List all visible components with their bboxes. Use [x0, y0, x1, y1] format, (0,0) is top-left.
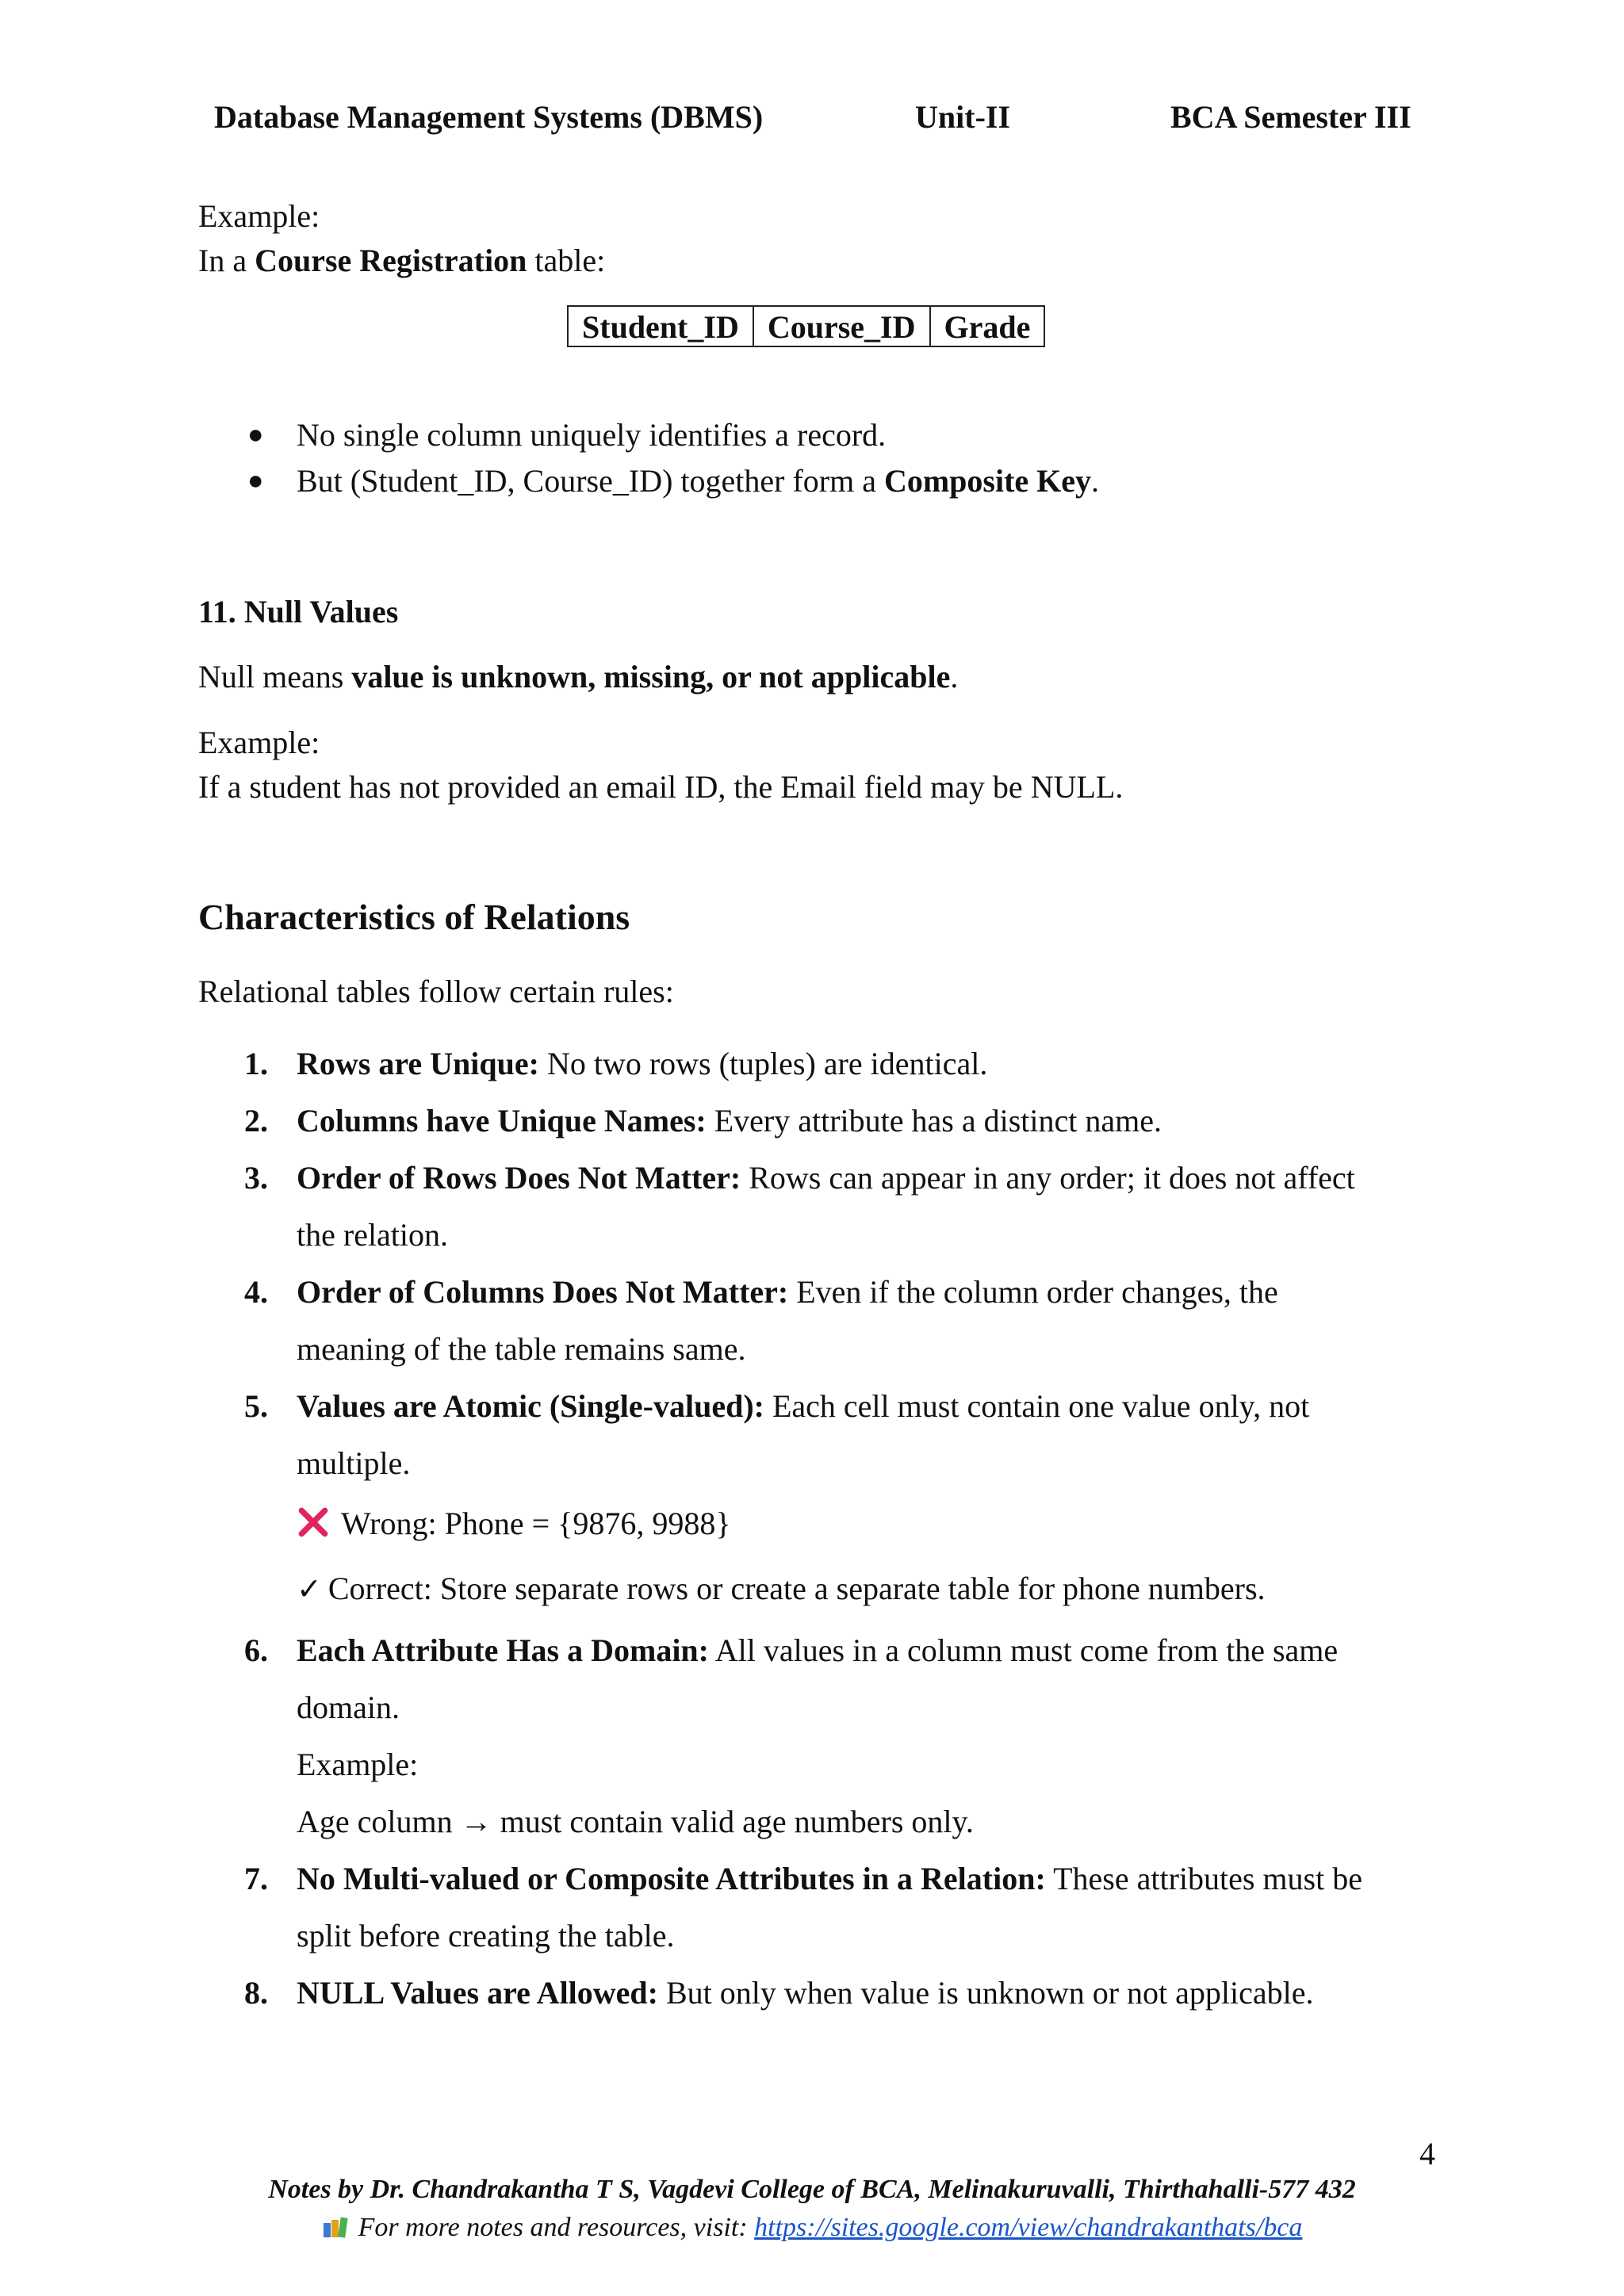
footer-resources: For more notes and resources, visit: https://sites.google.com/view/chandrakanthats/bca [0, 2213, 1624, 2243]
list-number: 4. [244, 1274, 268, 1310]
check-mark-icon: ✓ [297, 1571, 322, 1606]
list-number: 2. [244, 1103, 268, 1138]
list-number: 7. [244, 1861, 268, 1896]
list-item: 5. Values are Atomic (Single-valued): Each cell must contain one value only, not multiple. Wrong: Phone = {9876, 9988} ✓ Correct: Store separate rows or create a separate table for phone numbers. [244, 1378, 1362, 1622]
null-definition: Null means value is unknown, missing, or not applicable. [198, 659, 959, 695]
list-item: 2. Columns have Unique Names: Every attribute has a distinct name. [244, 1093, 1362, 1150]
composite-key-bullets [244, 412, 1099, 504]
correct-example: ✓ Correct: Store separate rows or create a separate table for phone numbers. [297, 1556, 1362, 1622]
list-item: ● But (Student_ID, Course_ID) together form a Composite Key. [244, 458, 1099, 504]
null-example-text: If a student has not provided an email ID, the Email field may be NULL. [198, 769, 1124, 805]
course-registration-table [567, 305, 1045, 347]
list-number: 8. [244, 1975, 268, 2011]
list-item: 3. Order of Rows Does Not Matter: Rows can appear in any order; it does not affect the relation. [244, 1150, 1362, 1264]
bullet-icon: ● [247, 466, 264, 496]
null-example-label: Example: [198, 725, 320, 760]
list-item: 8. NULL Values are Allowed: But only when value is unknown or not applicable. [244, 1965, 1362, 2022]
bullet-icon: ● [247, 420, 264, 450]
resources-link[interactable]: https://sites.google.com/view/chandrakanthats/bca [754, 2213, 1303, 2242]
characteristics-list [244, 1035, 1362, 2022]
list-number: 5. [244, 1388, 268, 1424]
header-course: Database Management Systems (DBMS) [214, 99, 764, 135]
table-header-course-id: Course_ID [753, 306, 930, 346]
list-item: ● No single column uniquely identifies a record. [244, 412, 1099, 458]
null-values-heading: 11. Null Values [198, 594, 399, 629]
page-number: 4 [1419, 2136, 1435, 2172]
course-registration-intro: In a Course Registration table: [198, 243, 606, 278]
header-semester: BCA Semester III [1170, 99, 1411, 135]
wrong-example: Wrong: Phone = {9876, 9988} [297, 1492, 1362, 1556]
section-title: Characteristics of Relations [198, 897, 630, 937]
cross-mark-icon [297, 1506, 330, 1539]
list-number: 6. [244, 1632, 268, 1668]
list-item: 1. Rows are Unique: No two rows (tuples) are identical. [244, 1035, 1362, 1093]
list-number: 1. [244, 1046, 268, 1081]
example-label: Example: [198, 198, 320, 234]
footer-credit: Notes by Dr. Chandrakantha T S, Vagdevi College of BCA, Melinakuruvalli, Thirthahalli-577 432 [268, 2175, 1356, 2204]
table-header-grade: Grade [930, 306, 1045, 346]
list-item: 4. Order of Columns Does Not Matter: Even if the column order changes, the meaning of the table remains same. [244, 1264, 1362, 1378]
list-item: 6. Each Attribute Has a Domain: All values in a column must come from the same domain. Example: Age column → must contain valid age numbers only. [244, 1622, 1362, 1850]
characteristics-intro: Relational tables follow certain rules: [198, 974, 674, 1009]
books-icon [322, 2215, 349, 2239]
table-header-student-id: Student_ID [568, 306, 753, 346]
header-unit: Unit-II [915, 99, 1011, 135]
list-number: 3. [244, 1160, 268, 1196]
list-item: 7. No Multi-valued or Composite Attributes in a Relation: These attributes must be split before creating the table. [244, 1850, 1362, 1965]
